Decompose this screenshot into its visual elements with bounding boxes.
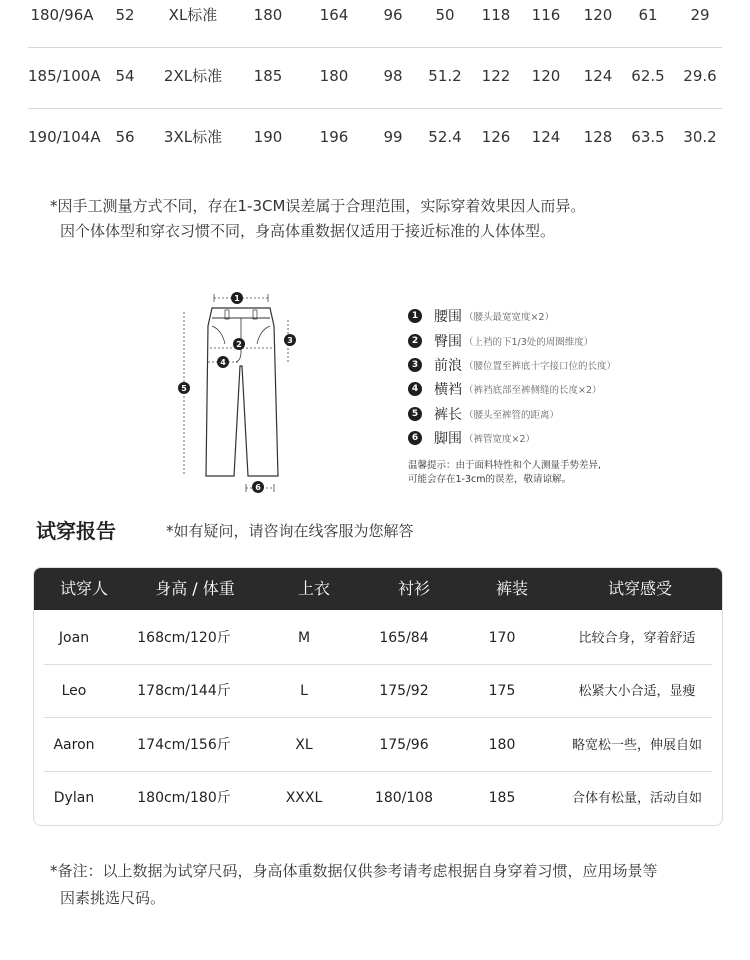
size-cell: 56 [115, 128, 135, 146]
table-row [34, 772, 723, 825]
table-row [34, 665, 723, 718]
trial-cell: 175/92 [379, 683, 429, 699]
legend-number: 4 [408, 382, 422, 396]
size-cell: 190/104A [28, 128, 101, 146]
size-row [28, 0, 722, 45]
legend-number: 2 [408, 334, 422, 348]
pants-diagram [170, 282, 310, 502]
measurement-note-line1: *因手工测量方式不同，存在1-3CM误差属于合理范围，实际穿着效果因人而异。 [50, 197, 586, 215]
trial-cell: 175 [488, 683, 516, 699]
legend-name: 腰围 [434, 309, 462, 326]
trial-cell: 170 [488, 630, 516, 646]
size-cell: 124 [531, 128, 561, 146]
warm-tip-line1: 温馨提示：由于面料特性和个人测量手势差异, [408, 460, 602, 471]
trial-cell: Dylan [53, 790, 95, 806]
trial-cell: 180cm/180斤 [137, 790, 231, 806]
size-cell: 2XL标准 [163, 67, 223, 85]
legend-desc: （上裆的下1/3处的周圈维度） [464, 336, 594, 348]
trial-cell: 185 [488, 790, 516, 806]
size-row [28, 46, 722, 106]
legend-number: 5 [408, 407, 422, 421]
size-cell: 3XL标准 [163, 128, 223, 146]
legend-name: 横裆 [434, 382, 462, 399]
trial-cell: 165/84 [379, 630, 429, 646]
size-cell: 51.2 [428, 67, 462, 85]
size-cell: 50 [435, 6, 455, 24]
legend-desc: （裤管宽度×2） [464, 434, 536, 446]
measurement-note [50, 194, 585, 244]
trial-cell: 略宽松一些，伸展自如 [571, 738, 702, 753]
size-cell: 52.4 [428, 128, 462, 146]
svg-text:3: 3 [287, 336, 293, 345]
legend-number: 3 [408, 358, 422, 372]
measurement-note-line2: 因个体体型和穿衣习惯不同，身高体重数据仅适用于接近标准的人体体型。 [60, 222, 556, 240]
footnote-line2: 因素挑选尺码。 [60, 889, 166, 907]
size-cell: 30.2 [683, 128, 717, 146]
legend-number: 1 [408, 309, 422, 323]
svg-text:1: 1 [234, 294, 240, 303]
header-cell: 试穿人 [59, 579, 108, 598]
warm-tip-line2: 可能会存在1-3cm的误差，敬请谅解。 [408, 474, 571, 485]
legend-item-hem [408, 426, 738, 450]
trial-cell: 松紧大小合适，显瘦 [578, 684, 696, 699]
trial-cell: L [300, 683, 308, 699]
trial-cell: 168cm/120斤 [137, 630, 231, 646]
legend-name: 前浪 [434, 357, 462, 374]
legend-name: 脚围 [434, 431, 462, 448]
size-cell: 52 [115, 6, 135, 24]
warm-tip [408, 459, 601, 487]
size-cell: 116 [531, 6, 561, 24]
size-cell: 196 [319, 128, 349, 146]
size-cell: 62.5 [631, 67, 665, 85]
header-cell: 上衣 [297, 579, 330, 598]
size-cell: 122 [481, 67, 511, 85]
footnote [50, 858, 658, 912]
legend-item-thigh [408, 377, 738, 401]
size-cell: 126 [481, 128, 511, 146]
size-cell: 61 [638, 6, 658, 24]
trial-cell: XL [295, 737, 313, 753]
size-cell: XL标准 [168, 6, 218, 24]
legend-desc: （腰位置至裤底十字接口位的长度） [464, 360, 617, 372]
legend-item-waist [408, 304, 738, 328]
footnote-line1: *备注：以上数据为试穿尺码，身高体重数据仅供参考请考虑根据自身穿着习惯，应用场景等 [50, 862, 658, 880]
legend-name: 裤长 [434, 406, 462, 423]
legend-number: 6 [408, 431, 422, 445]
row-divider [44, 717, 712, 718]
legend-desc: （腰头最宽宽度×2） [464, 312, 555, 324]
header-cell: 身高 / 体重 [155, 579, 235, 598]
trial-cell: M [297, 630, 311, 646]
size-cell: 120 [531, 67, 561, 85]
diagram-badge [178, 382, 190, 394]
size-cell: 29 [690, 6, 710, 24]
trial-report-table [33, 567, 723, 826]
svg-text:2: 2 [236, 340, 242, 349]
size-cell: 164 [319, 6, 349, 24]
svg-text:4: 4 [220, 358, 226, 367]
trial-report-subtitle: *如有疑问，请咨询在线客服为您解答 [166, 522, 414, 540]
size-cell: 180/96A [30, 6, 94, 24]
trial-table-header [34, 568, 723, 610]
header-cell: 衬衫 [397, 579, 430, 598]
size-cell: 118 [481, 6, 511, 24]
trial-cell: Leo [61, 683, 87, 699]
diagram-badge [284, 334, 296, 346]
legend-desc: （裤裆底部至裤侧缝的长度×2） [464, 385, 602, 397]
trial-cell: 合体有松量，活动自如 [571, 791, 702, 806]
diagram-badge [233, 338, 245, 350]
size-cell: 29.6 [683, 67, 717, 85]
size-cell: 185 [253, 67, 283, 85]
size-cell: 124 [583, 67, 613, 85]
size-cell: 180 [253, 6, 283, 24]
size-cell: 96 [383, 6, 403, 24]
trial-cell: XXXL [285, 790, 323, 806]
size-row [28, 107, 722, 167]
table-row [34, 719, 723, 772]
header-cell: 裤装 [495, 579, 528, 598]
size-cell: 120 [583, 6, 613, 24]
table-row [34, 612, 723, 665]
trial-cell: Aaron [53, 737, 95, 753]
trial-cell: 178cm/144斤 [137, 683, 231, 699]
size-cell: 180 [319, 67, 349, 85]
pants-illustration [170, 282, 310, 502]
size-cell: 99 [383, 128, 403, 146]
trial-cell: 比较合身，穿着舒适 [578, 631, 696, 646]
size-cell: 63.5 [631, 128, 665, 146]
measurement-legend [408, 304, 738, 450]
diagram-badge [217, 356, 229, 368]
size-cell: 185/100A [28, 67, 101, 85]
legend-name: 臀围 [434, 333, 462, 350]
trial-report-title: 试穿报告 [36, 519, 116, 543]
trial-cell: 180 [488, 737, 516, 753]
size-cell: 128 [583, 128, 613, 146]
svg-text:6: 6 [255, 483, 261, 492]
legend-item-front-rise [408, 353, 738, 377]
trial-cell: 180/108 [374, 790, 434, 806]
size-cell: 98 [383, 67, 403, 85]
legend-item-length [408, 402, 738, 426]
diagram-badge [231, 292, 243, 304]
size-cell: 54 [115, 67, 135, 85]
svg-text:5: 5 [181, 384, 187, 393]
header-cell: 试穿感受 [607, 579, 672, 598]
trial-cell: 174cm/156斤 [137, 737, 231, 753]
legend-item-hip [408, 328, 738, 352]
legend-desc: （腰头至裤管的距离） [464, 409, 560, 421]
diagram-badge [252, 481, 264, 493]
size-cell: 190 [253, 128, 283, 146]
trial-cell: Joan [58, 630, 90, 646]
trial-cell: 175/96 [379, 737, 429, 753]
